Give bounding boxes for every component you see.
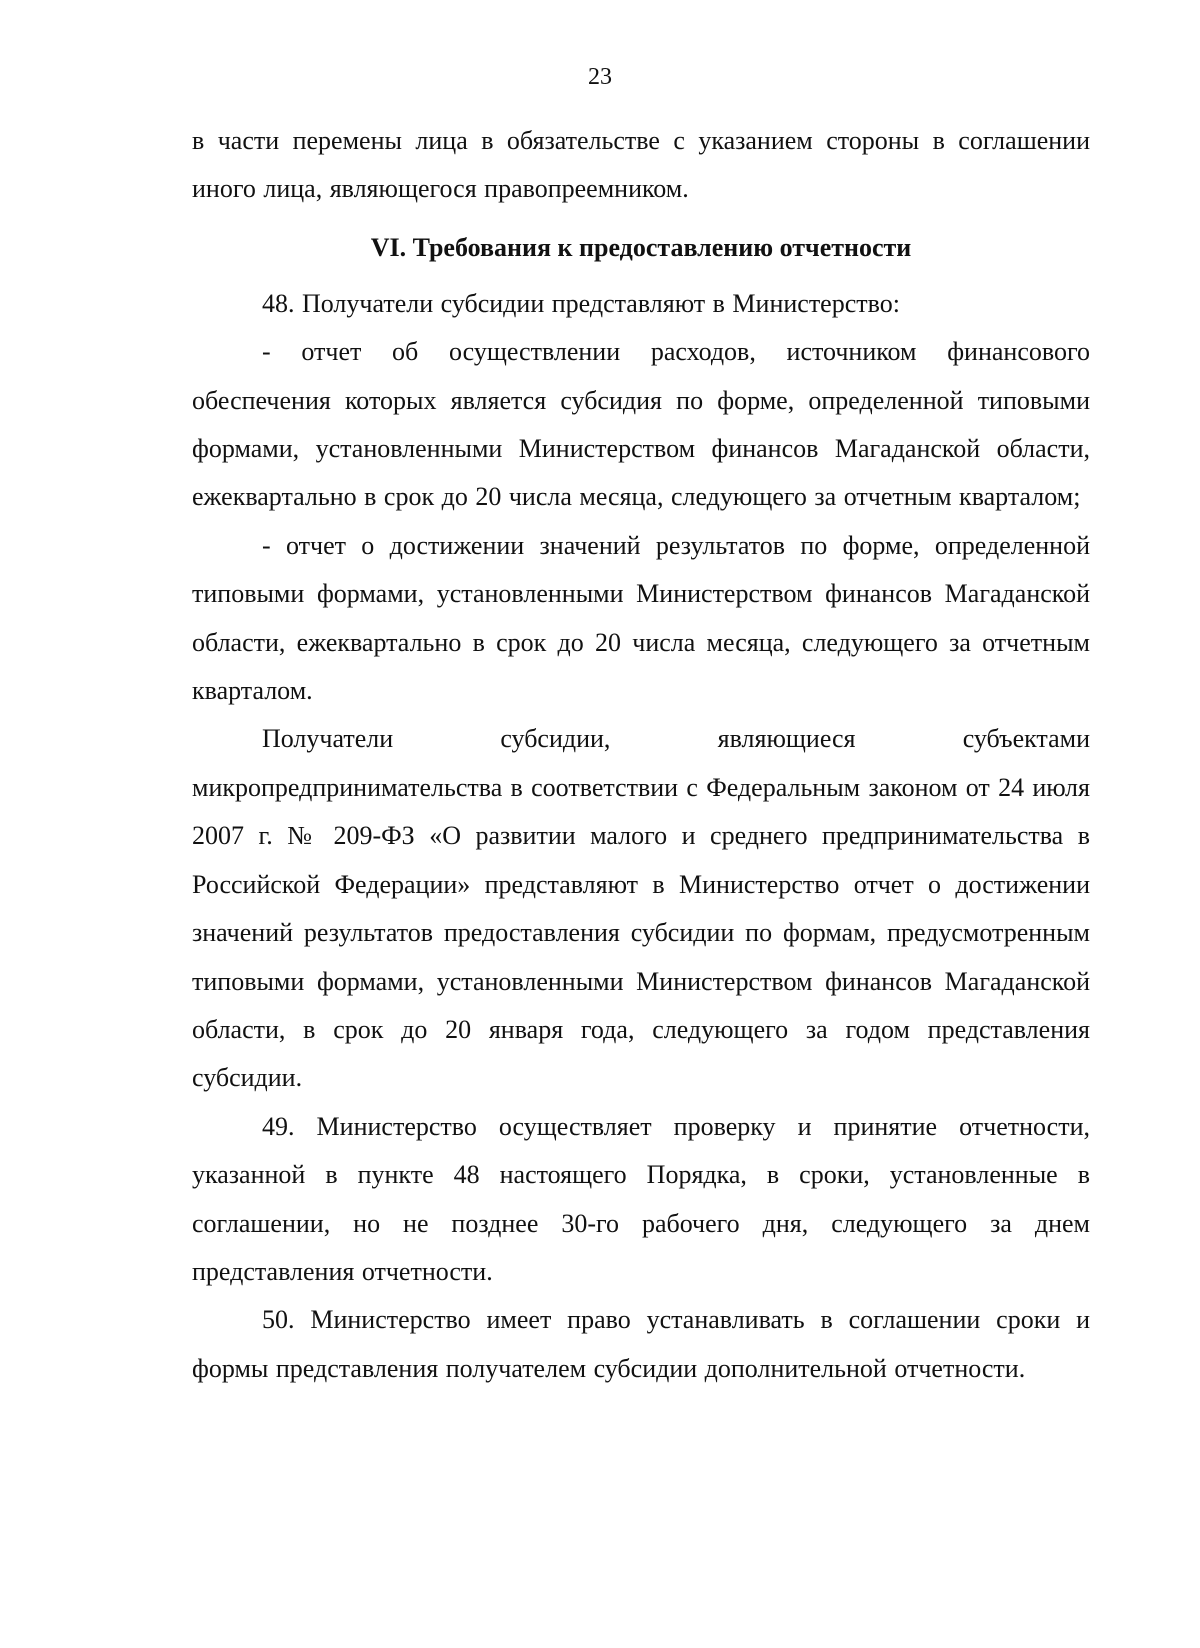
paragraph-48-intro: 48. Получатели субсидии представляют в Министерство:	[262, 288, 900, 318]
paragraph-50: 50. Министерство имеет право устанавливать в соглашении сроки и формы представления получателем субсидии дополнительной отчетности.	[192, 1305, 1090, 1383]
paragraph-49: 49. Министерство осуществляет проверку и принятие отчетности, указанной в пункте 48 настоящего Порядка, в сроки, установленные в соглашении, но не позднее 30-го рабочего дня, следующего за днем представления отчетности.	[192, 1111, 1090, 1286]
document-body	[192, 117, 1090, 1393]
page-number: 23	[588, 64, 612, 90]
paragraph-continuation: в части перемены лица в обязательстве с указанием стороны в соглашении иного лица, являющегося правопреемником.	[192, 126, 1090, 204]
paragraph-48-micro-enterprises: Получатели субсидии, являющиеся субъектами микропредпринимательства в соответствии с Федеральным законом от 24 июля 2007 г. № 209-ФЗ «О развитии малого и среднего предпринимательства в Российской Федерации» представляют в Министерство отчет о достижении значений результатов предоставления субсидии по формам, предусмотренным типовыми формами, установленными Министерством финансов Магаданской области, в срок до 20 января года, следующего за годом представления субсидии.	[192, 724, 1090, 1093]
section-heading: VI. Требования к предоставлению отчетности	[370, 232, 912, 262]
paragraph-48-results-report: - отчет о достижении значений результатов по форме, определенной типовыми формами, установленными Министерством финансов Магаданской области, ежеквартально в срок до 20 числа месяца, следующего за отчетным кварталом.	[192, 530, 1090, 706]
paragraph-48-expense-report: - отчет об осуществлении расходов, источником финансового обеспечения которых является субсидия по форме, определенной типовыми формами, установленными Министерством финансов Магаданской области, ежеквартально в срок до 20 числа месяца, следующего за отчетным кварталом;	[192, 337, 1090, 512]
